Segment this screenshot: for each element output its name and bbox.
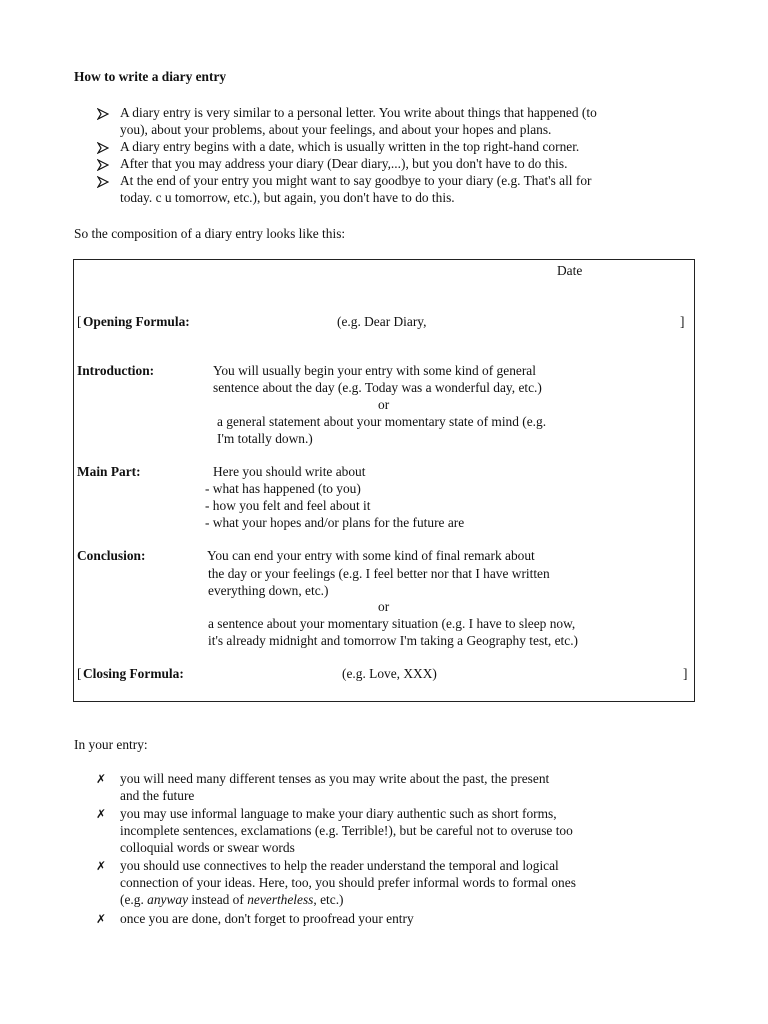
conclusion-line: a sentence about your momentary situation (e.g. I have to sleep now, bbox=[208, 616, 576, 631]
entry-bullet-text-part: instead of bbox=[188, 892, 248, 907]
closing-formula-label: Closing Formula: bbox=[83, 666, 184, 681]
cross-bullet-icon: ✗ bbox=[96, 772, 107, 786]
arrow-bullet-icon bbox=[97, 142, 111, 154]
intro-bullet-text: At the end of your entry you might want to say goodbye to your diary (e.g. That's all for bbox=[120, 173, 592, 188]
entry-bullet-text-part: , etc.) bbox=[313, 892, 344, 907]
opening-formula-label: Opening Formula: bbox=[83, 314, 190, 329]
introduction-line: sentence about the day (e.g. Today was a wonderful day, etc.) bbox=[213, 380, 542, 395]
conclusion-label: Conclusion: bbox=[77, 548, 146, 563]
emphasis-anyway: anyway bbox=[147, 892, 189, 907]
opening-bracket-open: [ bbox=[77, 314, 82, 329]
composition-intro: So the composition of a diary entry looks like this: bbox=[74, 226, 346, 241]
entry-bullet-text: you should use connectives to help the reader understand the temporal and logical bbox=[120, 858, 559, 873]
entry-bullet-text: once you are done, don't forget to proofread your entry bbox=[120, 911, 414, 926]
introduction-label: Introduction: bbox=[77, 363, 155, 378]
intro-bullet-text: you), about your problems, about your feelings, and about your hopes and plans. bbox=[120, 122, 552, 137]
emphasis-nevertheless: nevertheless bbox=[247, 892, 314, 907]
arrow-bullet-icon bbox=[97, 176, 111, 188]
intro-bullet-text: A diary entry begins with a date, which is usually written in the top right-hand corner. bbox=[120, 139, 580, 154]
intro-bullet-text: A diary entry is very similar to a personal letter. You write about things that happened (to bbox=[120, 105, 597, 120]
main-part-line: Here you should write about bbox=[213, 464, 366, 479]
intro-bullet-text: After that you may address your diary (Dear diary,...), but you don't have to do this. bbox=[120, 156, 568, 171]
entry-bullet-text: connection of your ideas. Here, too, you should prefer informal words to formal ones bbox=[120, 875, 576, 890]
entry-bullet-text: you may use informal language to make your diary authentic such as short forms, bbox=[120, 806, 557, 821]
main-part-line: - how you felt and feel about it bbox=[205, 498, 371, 513]
introduction-line: or bbox=[378, 397, 390, 412]
introduction-line: You will usually begin your entry with some kind of general bbox=[213, 363, 536, 378]
conclusion-line: the day or your feelings (e.g. I feel better nor that I have written bbox=[208, 566, 550, 581]
conclusion-line: or bbox=[378, 599, 390, 614]
cross-bullet-icon: ✗ bbox=[96, 859, 107, 873]
main-part-line: - what your hopes and/or plans for the future are bbox=[205, 515, 465, 530]
opening-formula-example: (e.g. Dear Diary, bbox=[337, 314, 427, 329]
introduction-line: I'm totally down.) bbox=[217, 431, 313, 446]
closing-bracket-close: ] bbox=[683, 666, 688, 681]
main-part-line: - what has happened (to you) bbox=[205, 481, 361, 496]
conclusion-line: You can end your entry with some kind of final remark about bbox=[207, 548, 535, 563]
closing-formula-example: (e.g. Love, XXX) bbox=[342, 666, 437, 681]
entry-bullet-text: you will need many different tenses as you may write about the past, the present bbox=[120, 771, 550, 786]
cross-bullet-icon: ✗ bbox=[96, 807, 107, 821]
date-placeholder: Date bbox=[557, 263, 583, 278]
arrow-bullet-icon bbox=[97, 108, 111, 120]
closing-bracket-open: [ bbox=[77, 666, 82, 681]
cross-bullet-icon: ✗ bbox=[96, 912, 107, 926]
intro-bullet-text: today. c u tomorrow, etc.), but again, you don't have to do this. bbox=[120, 190, 455, 205]
opening-bracket-close: ] bbox=[680, 314, 685, 329]
arrow-bullet-icon bbox=[97, 159, 111, 171]
introduction-line: a general statement about your momentary state of mind (e.g. bbox=[217, 414, 547, 429]
entry-bullet-text: and the future bbox=[120, 788, 195, 803]
main-part-label: Main Part: bbox=[77, 464, 141, 479]
conclusion-line: everything down, etc.) bbox=[208, 583, 329, 598]
entry-bullet-text: colloquial words or swear words bbox=[120, 840, 295, 855]
entry-bullet-text bbox=[120, 891, 344, 908]
page-title: How to write a diary entry bbox=[74, 69, 227, 84]
entry-bullet-text-part: (e.g. bbox=[120, 892, 148, 907]
in-entry-heading: In your entry: bbox=[74, 737, 148, 752]
conclusion-line: it's already midnight and tomorrow I'm taking a Geography test, etc.) bbox=[208, 633, 578, 648]
entry-bullet-text: incomplete sentences, exclamations (e.g. Terrible!), but be careful not to overuse too bbox=[120, 823, 573, 838]
